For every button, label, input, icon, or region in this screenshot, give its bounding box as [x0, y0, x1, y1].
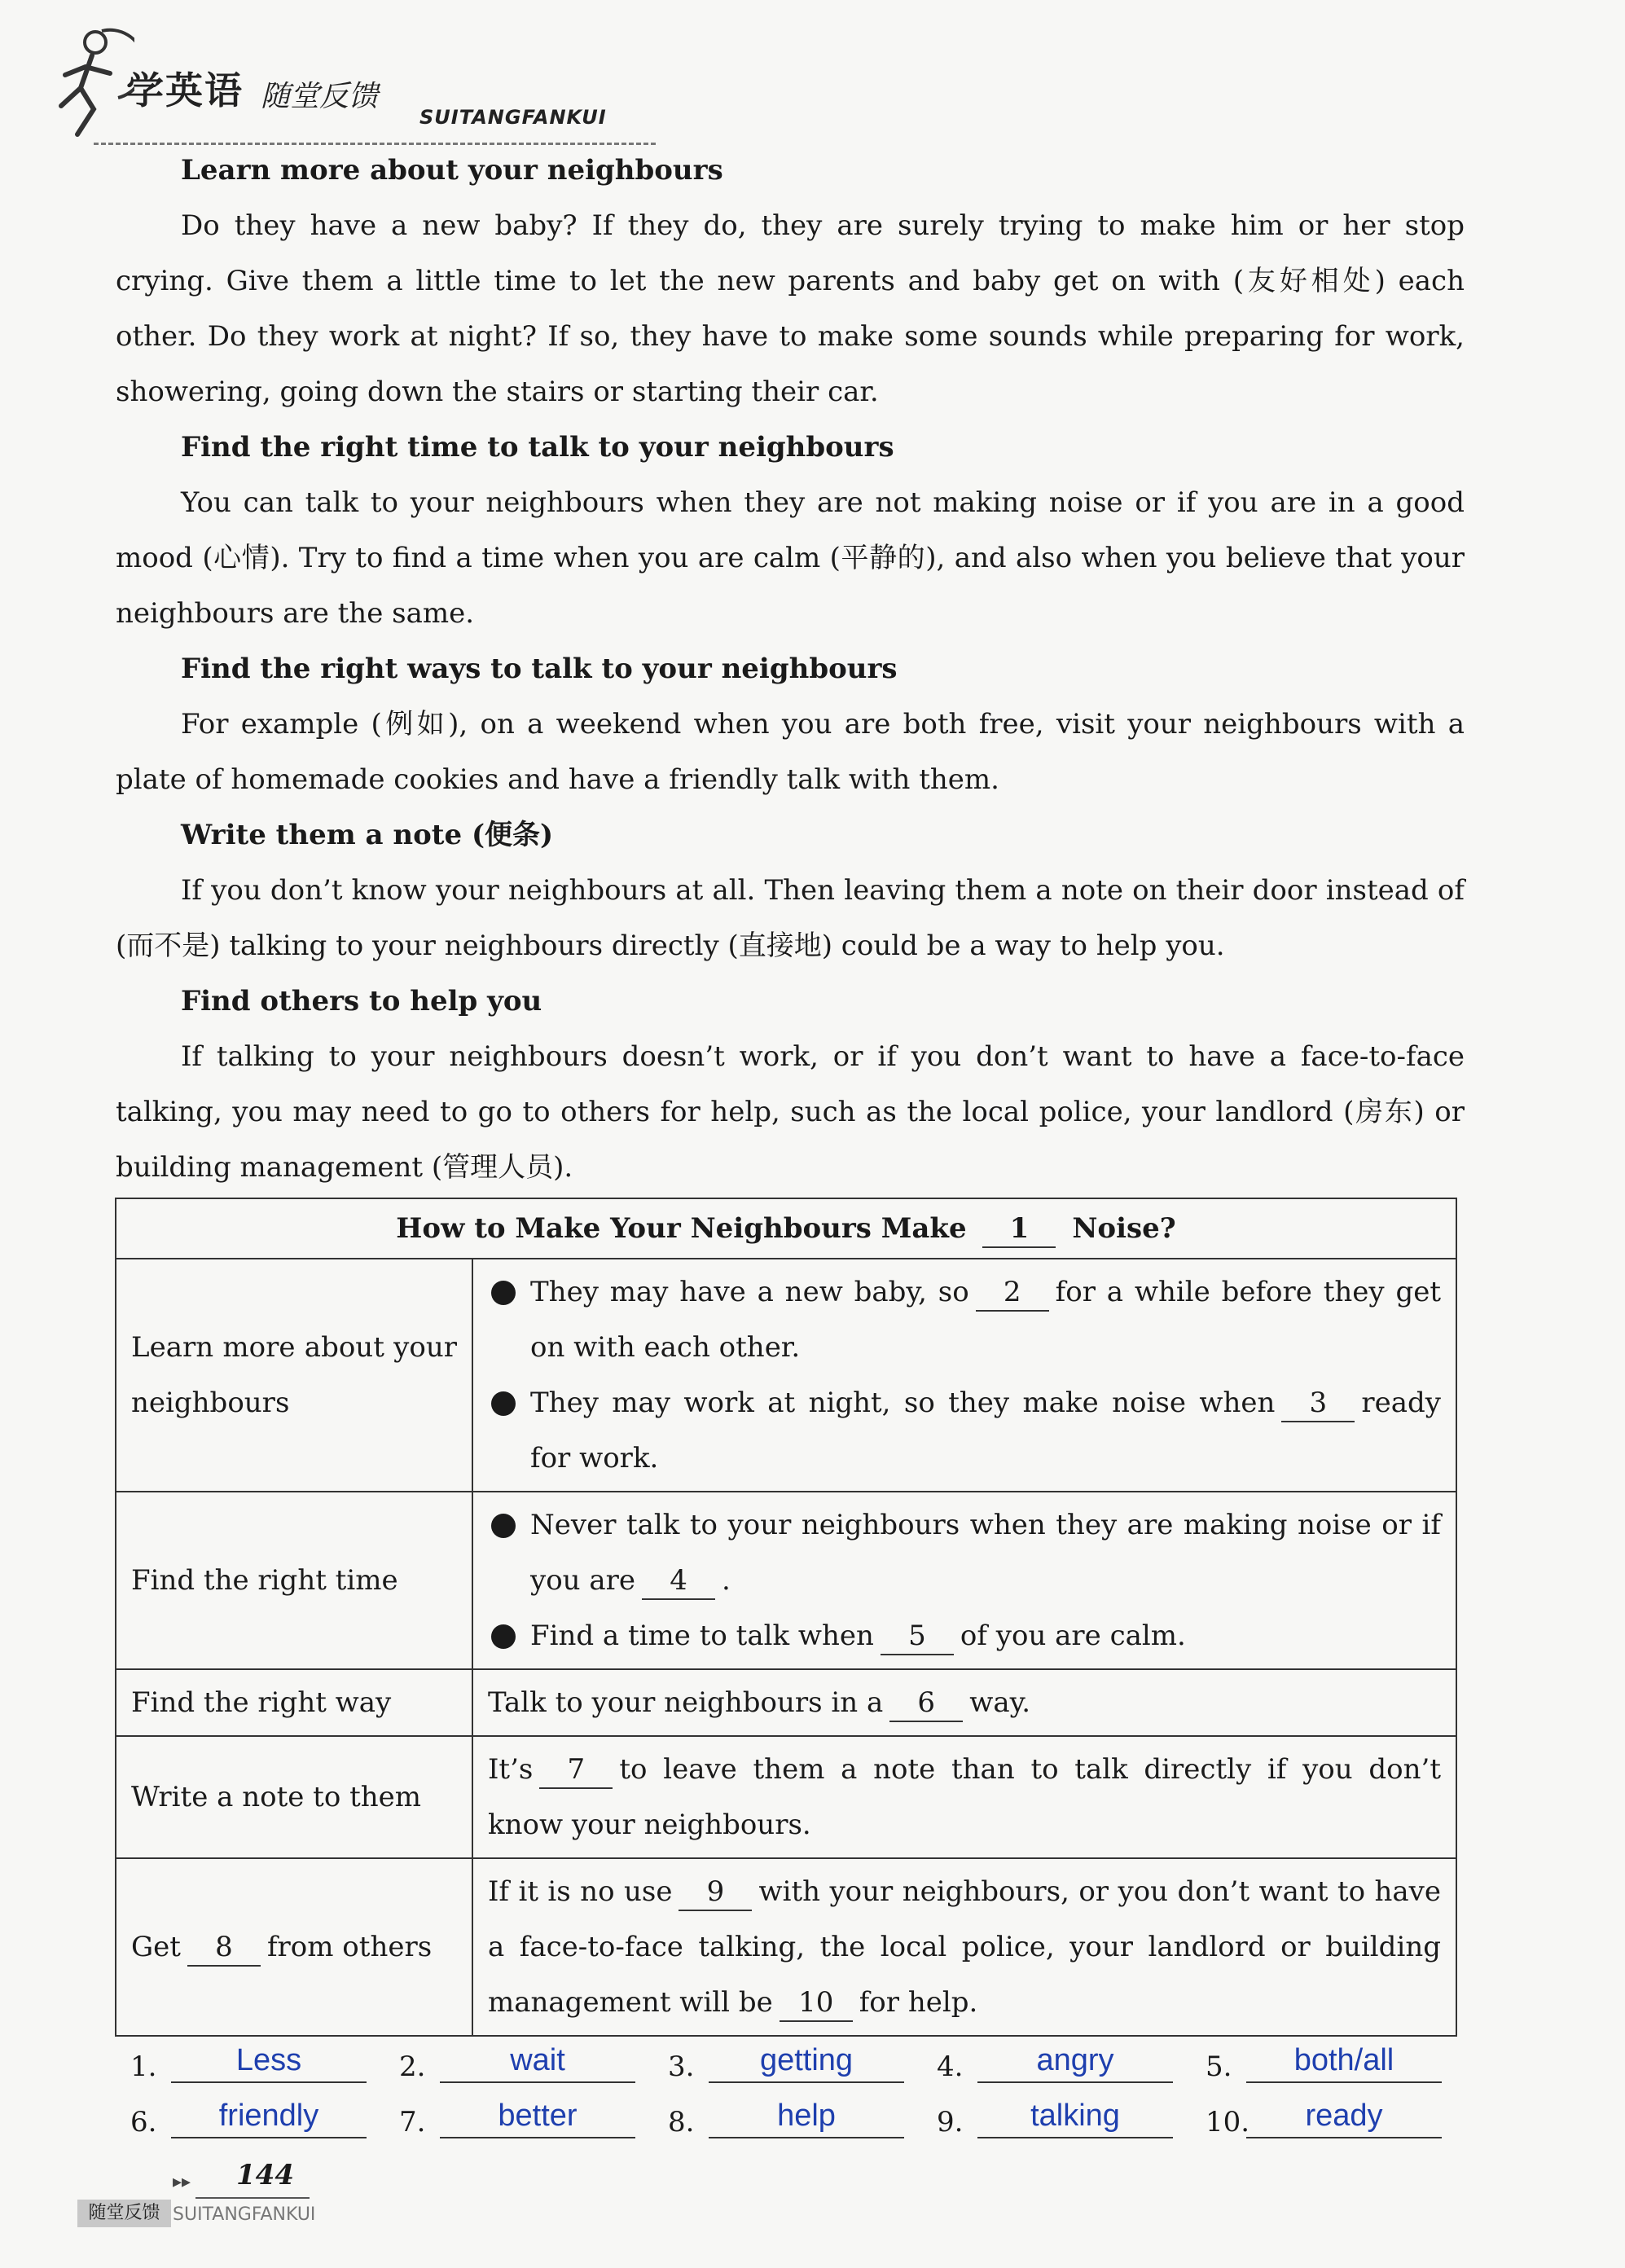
blank-7: 7	[539, 1752, 613, 1789]
brand-subtitle: 随堂反馈	[261, 80, 379, 113]
blank-4: 4	[642, 1563, 715, 1600]
page-arrow-icon: ▸▸	[173, 2172, 191, 2192]
section-paragraph: Do they have a new baby? If they do, they are surely trying to make him or her stop crying. Give them a little time to let the new parents and baby get on with (友好相处) each other. Do they work at night? If so, they have to make some sounds while preparing for work, showering, going down the stairs or starting their car.	[116, 209, 1465, 408]
blank-6: 6	[889, 1685, 963, 1722]
answer-value: wait	[510, 2043, 565, 2077]
bullet-dot-icon	[491, 1391, 516, 1416]
table-row	[116, 1736, 1456, 1858]
answer-row	[130, 2033, 1450, 2088]
blank-3: 3	[1281, 1385, 1355, 1422]
answer-item: 6. friendly	[130, 2088, 399, 2143]
answer-item: 2. wait	[399, 2033, 668, 2088]
section-paragraph: If you don’t know your neighbours at all. Then leaving them a note on their door instead of (而不是) talking to your neighbours directly (直接地) could be a way to help you.	[116, 874, 1465, 962]
row-content: It’s 7 to leave them a note than to talk directly if you don’t know your neighbours.	[472, 1736, 1456, 1858]
page-header	[45, 16, 631, 138]
answer-value: talking	[1030, 2099, 1120, 2133]
blank-2: 2	[976, 1274, 1049, 1312]
blank-5: 5	[881, 1618, 954, 1655]
answer-key	[130, 2033, 1450, 2143]
answer-item: 4. angry	[937, 2033, 1206, 2088]
section-heading: Learn more about your neighbours	[181, 154, 723, 187]
answer-value: both/all	[1293, 2043, 1394, 2077]
answer-item: 10. ready	[1206, 2088, 1474, 2143]
footer-brand: 随堂反馈	[77, 2200, 171, 2227]
answer-item: 3. getting	[668, 2033, 937, 2088]
row-label: Find the right time	[116, 1492, 472, 1669]
row-label: Learn more about your neighbours	[116, 1259, 472, 1492]
bullet-dot-icon	[491, 1624, 516, 1649]
bullet-dot-icon	[491, 1514, 516, 1538]
table-row	[116, 1669, 1456, 1736]
answer-value: friendly	[218, 2099, 319, 2133]
row-content	[472, 1259, 1456, 1492]
answer-value: ready	[1305, 2099, 1383, 2133]
row-label: Find the right way	[116, 1669, 472, 1736]
summary-table	[115, 1198, 1457, 2037]
section-paragraph: If talking to your neighbours doesn’t work, or if you don’t want to have a face-to-face talking, you may need to go to others for help, such as the local police, your landlord (房东) or building management (管理人员).	[116, 1040, 1465, 1184]
bullet-item: Never talk to your neighbours when they are making noise or if you are 4 .	[488, 1497, 1441, 1608]
blank-9: 9	[679, 1874, 752, 1911]
answer-item: 7. better	[399, 2088, 668, 2143]
blank-10: 10	[780, 1984, 853, 2022]
row-label: Write a note to them	[116, 1736, 472, 1858]
runner-logo-icon	[45, 24, 134, 138]
table-row	[116, 1492, 1456, 1669]
bullet-item: They may work at night, so they make noise when 3 ready for work.	[488, 1375, 1441, 1486]
bullet-item: They may have a new baby, so 2 for a while before they get on with each other.	[488, 1264, 1441, 1375]
table-header-row	[116, 1198, 1456, 1259]
blank-1: 1	[982, 1211, 1056, 1248]
answer-value: better	[498, 2099, 578, 2133]
section-paragraph: For example (例如), on a weekend when you are both free, visit your neighbours with a plate of homemade cookies and have a friendly talk with them.	[116, 708, 1465, 796]
answer-item: 8. help	[668, 2088, 937, 2143]
row-content: Talk to your neighbours in a 6 way.	[472, 1669, 1456, 1736]
footer-divider	[195, 2197, 310, 2199]
bullet-item: Find a time to talk when 5 of you are calm.	[488, 1608, 1441, 1664]
brand-english: SUITANGFANKUI	[419, 106, 607, 129]
answer-item: 1. Less	[130, 2033, 399, 2088]
brand-title: 学英语	[126, 68, 244, 112]
section-paragraph: You can talk to your neighbours when they are not making noise or if you are in a good mood (心情). Try to find a time when you are calm (平静的), and also when you believe that your neighbours are the same.	[116, 486, 1465, 630]
blank-8: 8	[187, 1929, 261, 1967]
section-heading: Write them a note (便条)	[181, 819, 554, 851]
answer-item: 5. both/all	[1206, 2033, 1474, 2088]
row-content: If it is no use 9 with your neighbours, or you don’t want to have a face-to-face talking, the local police, your landlord or building management will be 10 for help.	[472, 1858, 1456, 2036]
answer-value: getting	[759, 2043, 854, 2077]
section-heading: Find the right time to talk to your neighbours	[181, 431, 894, 464]
table-row	[116, 1858, 1456, 2036]
reading-passage	[116, 143, 1465, 1195]
row-content	[472, 1492, 1456, 1669]
bullet-dot-icon	[491, 1281, 516, 1305]
answer-row	[130, 2088, 1450, 2143]
section-heading: Find the right ways to talk to your neighbours	[181, 653, 898, 685]
answer-item: 9. talking	[937, 2088, 1206, 2143]
table-title: How to Make Your Neighbours Make 1 Noise?	[116, 1198, 1456, 1259]
table-row	[116, 1259, 1456, 1492]
page-number: 144	[236, 2159, 294, 2191]
section-heading: Find others to help you	[181, 985, 542, 1018]
answer-value: angry	[1036, 2043, 1114, 2077]
answer-value: Less	[235, 2043, 302, 2077]
row-label: Get 8 from others	[116, 1858, 472, 2036]
answer-value: help	[777, 2099, 836, 2133]
footer-brand-english: SUITANGFANKUI	[173, 2204, 316, 2225]
